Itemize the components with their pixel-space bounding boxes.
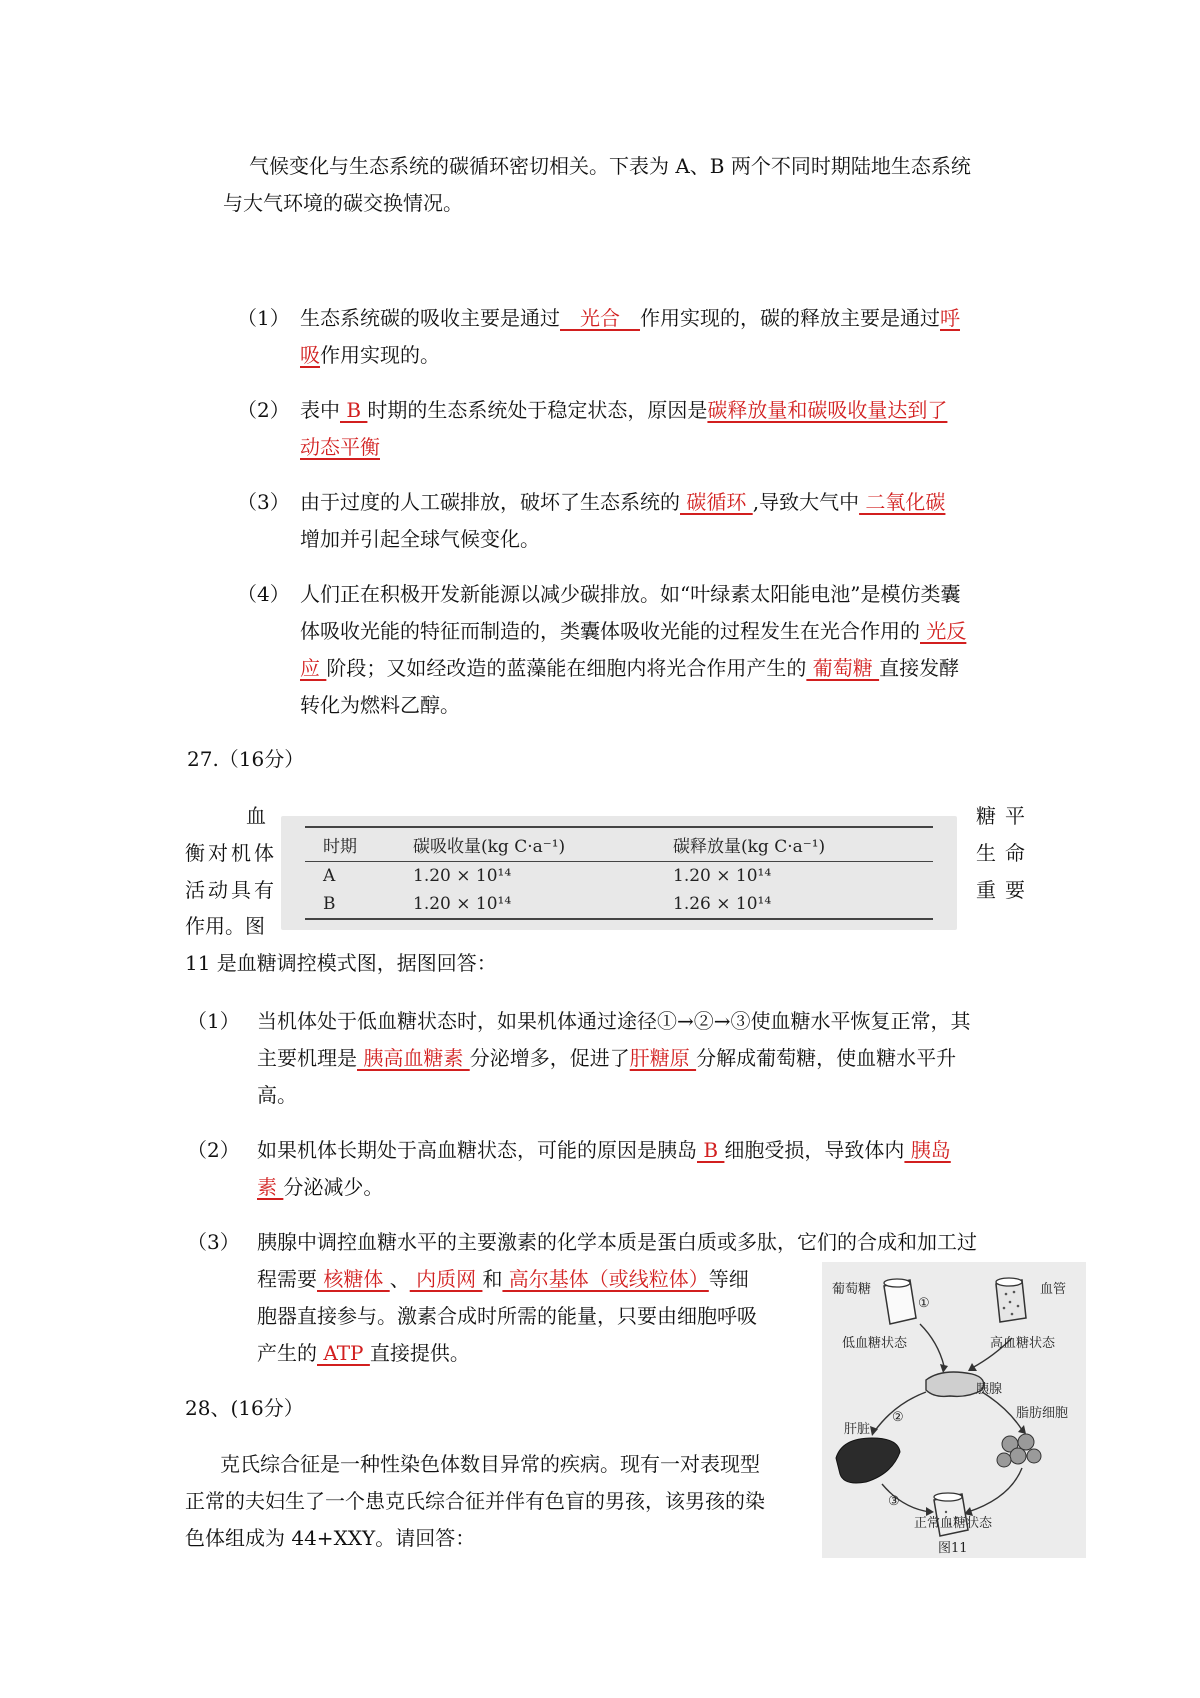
q27-wrap-left-3: 活动具有 bbox=[185, 878, 277, 902]
q26-p3-line-1: 由于过度的人工碳排放，破坏了生态系统的 碳循环 ,导致大气中 二氧化碳 bbox=[300, 490, 946, 514]
q27-wrap-right-1: 糖平 bbox=[976, 804, 1034, 828]
q27-p3-line-3: 胞器直接参与。激素合成时所需的能量，只要由细胞呼吸 bbox=[257, 1304, 757, 1328]
q26-p2-line-2: 动态平衡 bbox=[300, 435, 380, 459]
intro-line-2: 与大气环境的碳交换情况。 bbox=[223, 191, 463, 215]
q27-p1-line-2: 主要机理是 胰高血糖素 分泌增多，促进了肝糖原 分解成葡萄糖，使血糖水平升 bbox=[257, 1046, 957, 1070]
q26-p3-line-2: 增加并引起全球气候变化。 bbox=[300, 527, 540, 551]
q27-wrap-left-2: 衡对机体 bbox=[185, 841, 277, 865]
label-low-sugar: 低血糖状态 bbox=[842, 1336, 908, 1351]
table-row: A 1.20 × 10¹⁴ 1.20 × 10¹⁴ bbox=[323, 866, 772, 886]
label-high-sugar: 高血糖状态 bbox=[990, 1336, 1056, 1351]
answer-insulin: 胰岛 bbox=[904, 1138, 951, 1162]
q27-p3-line-2: 程需要 核糖体 、 内质网 和 高尔基体（或线粒体）等细 bbox=[257, 1267, 749, 1291]
answer-balance: 碳释放量和碳吸收量达到了 bbox=[707, 398, 948, 422]
q27-wrap-left-4: 作用。图 bbox=[185, 914, 265, 938]
q27-wrap-left-1: 血 bbox=[246, 804, 266, 828]
q26-p2-line-1: 表中 B 时期的生态系统处于稳定状态，原因是碳释放量和碳吸收量达到了 bbox=[300, 398, 948, 422]
answer-glycogen: 肝糖原 bbox=[629, 1046, 697, 1070]
q26-p3-number: （3） bbox=[237, 490, 290, 514]
q26-p4-line-2: 体吸收光能的特征而制造的，类囊体吸收光能的过程发生在光合作用的 光反 bbox=[300, 619, 967, 643]
q26-p4-line-4: 转化为燃料乙醇。 bbox=[300, 693, 460, 717]
answer-ribosome: 核糖体 bbox=[317, 1267, 390, 1291]
answer-period-b: B bbox=[340, 398, 368, 422]
answer-glucagon: 胰高血糖素 bbox=[357, 1046, 470, 1070]
carbon-exchange-table bbox=[281, 816, 957, 930]
step-1-label: ① bbox=[918, 1296, 930, 1311]
answer-er: 内质网 bbox=[409, 1267, 483, 1291]
q27-p2-line-2: 素 分泌减少。 bbox=[257, 1175, 384, 1199]
answer-respiration: 呼 bbox=[940, 306, 960, 330]
q26-p1-line-2: 吸作用实现的。 bbox=[300, 343, 440, 367]
q28-line-1: 克氏综合征是一种性染色体数目异常的疾病。现有一对表现型 bbox=[220, 1452, 760, 1476]
q27-heading: 27.（16分） bbox=[187, 747, 305, 771]
q27-p2-line-1: 如果机体长期处于高血糖状态，可能的原因是胰岛 B 细胞受损，导致体内 胰岛 bbox=[257, 1138, 951, 1162]
label-glucose: 葡萄糖 bbox=[832, 1282, 872, 1297]
step-2-label: ② bbox=[892, 1410, 904, 1425]
label-normal-sugar: 正常血糖状态 bbox=[914, 1516, 993, 1531]
q28-line-2: 正常的夫妇生了一个患克氏综合征并伴有色盲的男孩，该男孩的染 bbox=[185, 1489, 765, 1513]
answer-photosynthesis: 光合 bbox=[560, 306, 640, 330]
answer-carbon-cycle: 碳循环 bbox=[680, 490, 753, 514]
table-header-absorb: 碳吸收量(kg C·a⁻¹) bbox=[413, 837, 566, 857]
label-fat-cell: 脂肪细胞 bbox=[1016, 1406, 1069, 1421]
q26-p2-number: （2） bbox=[237, 398, 290, 422]
q26-p4-line-3: 应 阶段；又如经改造的蓝藻能在细胞内将光合作用产生的 葡萄糖 直接发酵 bbox=[300, 656, 960, 680]
intro-line-1: 气候变化与生态系统的碳循环密切相关。下表为 A、B 两个不同时期陆地生态系统 bbox=[249, 154, 971, 178]
answer-atp: ATP bbox=[317, 1341, 370, 1365]
q27-wrap-right-3: 重要 bbox=[976, 878, 1034, 902]
q26-p4-line-1: 人们正在积极开发新能源以减少碳排放。如“叶绿素太阳能电池”是模仿类囊 bbox=[300, 582, 961, 606]
q28-heading: 28、(16分） bbox=[185, 1396, 304, 1420]
answer-b-cell: B bbox=[697, 1138, 725, 1162]
fat-cell-icon bbox=[997, 1434, 1041, 1467]
q27-p1-line-1: 当机体处于低血糖状态时，如果机体通过途径①→②→③使血糖水平恢复正常，其 bbox=[257, 1009, 971, 1033]
q27-p3-number: （3） bbox=[187, 1230, 240, 1254]
q26-p1-line-1: 生态系统碳的吸收主要是通过 光合 作用实现的，碳的释放主要是通过呼 bbox=[300, 306, 960, 330]
q27-p3-line-4: 产生的 ATP 直接提供。 bbox=[257, 1341, 470, 1365]
pancreas-icon bbox=[926, 1372, 984, 1396]
q27-p2-number: （2） bbox=[187, 1138, 240, 1162]
table-header-release: 碳释放量(kg C·a⁻¹) bbox=[673, 837, 826, 857]
answer-co2: 二氧化碳 bbox=[859, 490, 946, 514]
q28-line-3: 色体组成为 44+XXY。请回答： bbox=[185, 1526, 476, 1550]
q26-p1-number: （1） bbox=[237, 306, 290, 330]
label-pancreas: 胰腺 bbox=[976, 1382, 1003, 1397]
label-liver: 肝脏 bbox=[844, 1422, 871, 1437]
q27-p1-number: （1） bbox=[187, 1009, 240, 1033]
low-sugar-vessel-icon bbox=[884, 1279, 916, 1324]
q27-wrap-right-2: 生命 bbox=[976, 841, 1034, 865]
q27-wrap-bottom: 11 是血糖调控模式图，据图回答： bbox=[185, 951, 497, 975]
q27-p3-line-1: 胰腺中调控血糖水平的主要激素的化学本质是蛋白质或多肽，它们的合成和加工过 bbox=[257, 1230, 977, 1254]
figure-caption: 图11 bbox=[938, 1541, 968, 1556]
table-row: B 1.20 × 10¹⁴ 1.26 × 10¹⁴ bbox=[305, 890, 933, 919]
figure-11-blood-sugar-diagram bbox=[822, 1262, 1086, 1558]
answer-golgi: 高尔基体（或线粒体） bbox=[502, 1267, 709, 1291]
high-sugar-vessel-icon bbox=[996, 1278, 1026, 1322]
liver-icon bbox=[836, 1438, 900, 1483]
step-3-label: ③ bbox=[888, 1494, 900, 1509]
answer-glucose: 葡萄糖 bbox=[806, 656, 880, 680]
label-vessel: 血管 bbox=[1040, 1282, 1067, 1297]
answer-light-reaction: 光反 bbox=[920, 619, 967, 643]
q27-p1-line-3: 高。 bbox=[257, 1083, 297, 1107]
table-header-period: 时期 bbox=[323, 837, 357, 857]
q26-p4-number: （4） bbox=[237, 582, 290, 606]
